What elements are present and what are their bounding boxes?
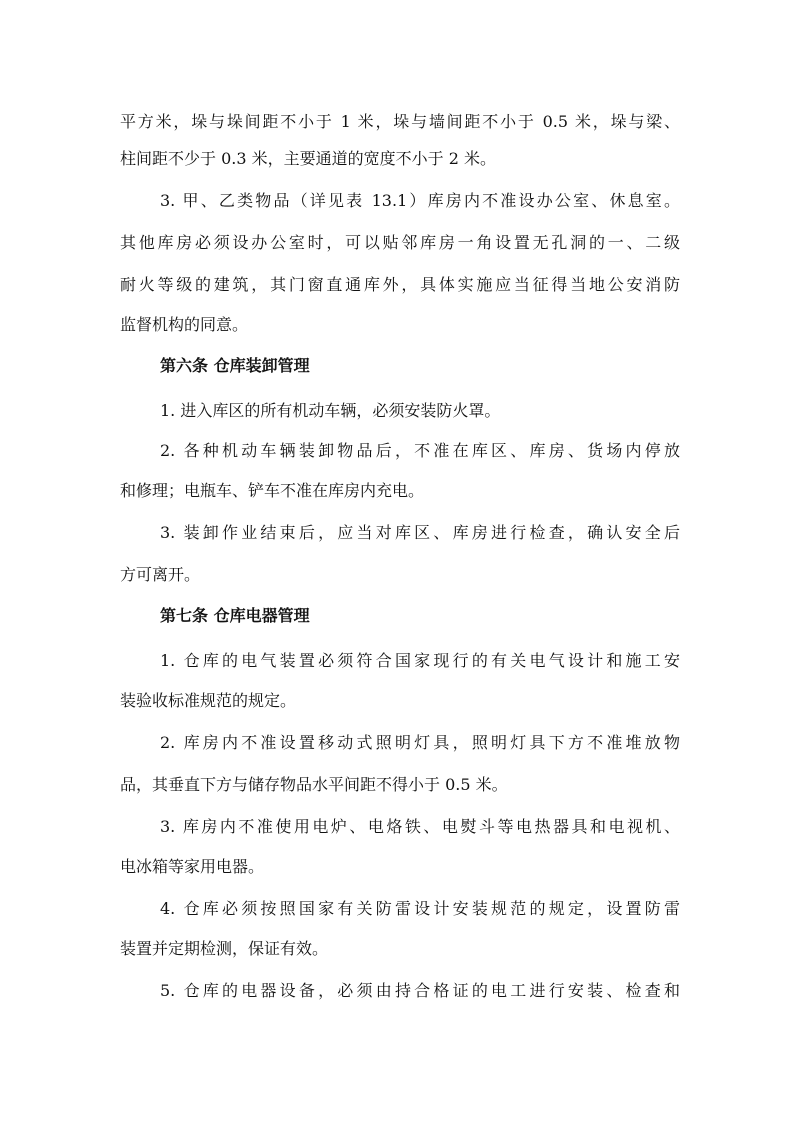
body-line: 柱间距不少于 0.3 米，主要通道的宽度不小于 2 米。 [120,149,496,168]
section-heading: 第七条 仓库电器管理 [160,606,310,625]
section-heading: 第六条 仓库装卸管理 [160,356,310,375]
list-item-line: 2. 各种机动车辆装卸物品后，不准在库区、库房、货场内停放 [160,441,680,460]
list-item-line: 4. 仓库必须按照国家有关防雷设计安装规范的规定，设置防雷 [160,899,680,918]
body-line: 方可离开。 [120,565,201,584]
list-item-line: 1. 仓库的电气装置必须符合国家现行的有关电气设计和施工安 [160,651,680,670]
list-item-line: 3. 库房内不准使用电炉、电烙铁、电熨斗等电热器具和电视机、 [160,817,680,836]
body-line: 耐火等级的建筑，其门窗直通库外，具体实施应当征得当地公安消防 [120,275,680,294]
body-line: 平方米，垛与垛间距不小于 1 米，垛与墙间距不小于 0.5 米，垛与梁、 [120,112,680,131]
list-item-line: 2. 库房内不准设置移动式照明灯具，照明灯具下方不准堆放物 [160,733,680,752]
body-line: 电冰箱等家用电器。 [120,857,265,876]
list-item-line: 3. 甲、乙类物品（详见表 13.1）库房内不准设办公室、休息室。 [160,191,680,210]
body-line: 装验收标准规范的规定。 [120,691,297,710]
body-line: 装置并定期检测，保证有效。 [120,939,329,958]
list-item-line: 5. 仓库的电器设备，必须由持合格证的电工进行安装、检查和 [160,981,680,1000]
body-line: 监督机构的同意。 [120,315,249,334]
list-item-line: 3. 装卸作业结束后，应当对库区、库房进行检查，确认安全后 [160,523,680,542]
list-item-line: 1. 进入库区的所有机动车辆，必须安装防火罩。 [160,401,501,420]
body-line: 其他库房必须设办公室时，可以贴邻库房一角设置无孔洞的一、二级 [120,233,680,252]
body-line: 和修理；电瓶车、铲车不准在库房内充电。 [120,481,425,500]
body-line: 品，其垂直下方与储存物品水平间距不得小于 0.5 米。 [120,775,508,794]
